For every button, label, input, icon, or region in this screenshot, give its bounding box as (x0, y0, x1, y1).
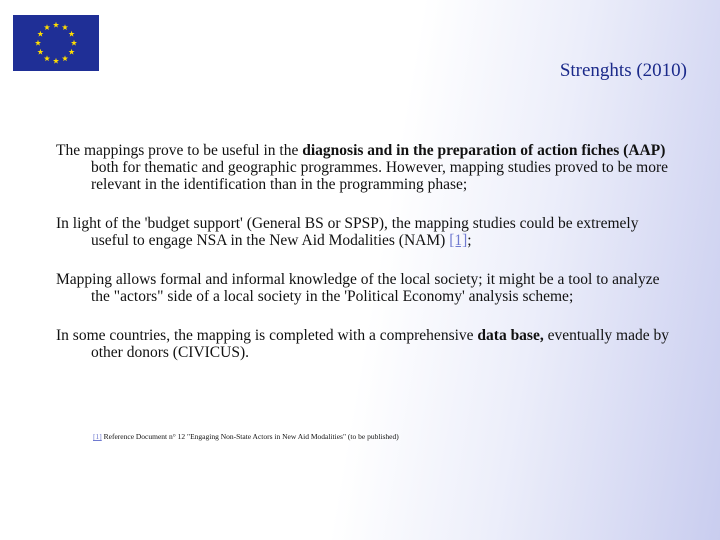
footnote-reference-link[interactable]: [1] (449, 232, 468, 249)
star-icon (71, 40, 77, 46)
footnote (93, 432, 399, 441)
star-icon (37, 31, 43, 37)
star-icon (53, 22, 59, 28)
slide-title: Strenghts (2010) (559, 60, 687, 81)
paragraph-text: In some countries, the mapping is completed with a comprehensive (56, 327, 478, 344)
footnote-marker-link[interactable]: [1] (93, 432, 102, 441)
eu-stars (13, 15, 99, 71)
star-icon (35, 40, 41, 46)
paragraph-3 (56, 271, 676, 305)
paragraph-bold: data base, (477, 327, 544, 344)
star-icon (62, 55, 68, 61)
paragraph-text: ; (467, 232, 472, 249)
star-icon (62, 24, 68, 30)
slide-body (56, 142, 676, 383)
footnote-text: Reference Document n° 12 "Engaging Non-State Actors in New Aid Modalities" (to be published) (101, 432, 399, 441)
paragraph-1 (56, 142, 676, 193)
star-icon (44, 55, 50, 61)
paragraph-text: The mappings prove to be useful in the (56, 142, 303, 159)
star-icon (37, 49, 43, 55)
star-icon (53, 58, 59, 64)
eu-flag-icon (13, 15, 99, 71)
star-icon (69, 31, 75, 37)
paragraph-bold: diagnosis and in the preparation of action fiches (AAP) (302, 142, 666, 159)
star-icon (44, 24, 50, 30)
paragraph-2 (56, 215, 676, 249)
paragraph-text: Mapping allows formal and informal knowledge of the local society; it might be a tool to analyze the "actors" side of a local society in the 'Political Economy' analysis scheme; (56, 271, 660, 305)
paragraph-4 (56, 327, 676, 361)
star-icon (69, 49, 75, 55)
paragraph-text: In light of the 'budget support' (General BS or SPSP), the mapping studies could be extremely useful to engage NSA in the New Aid Modalities (NAM) (56, 215, 639, 249)
paragraph-text: both for thematic and geographic programmes. However, mapping studies proved to be more relevant in the identification than in the programming phase; (91, 159, 669, 193)
paragraph-text: eventually made by other donors (CIVICUS). (91, 327, 669, 361)
